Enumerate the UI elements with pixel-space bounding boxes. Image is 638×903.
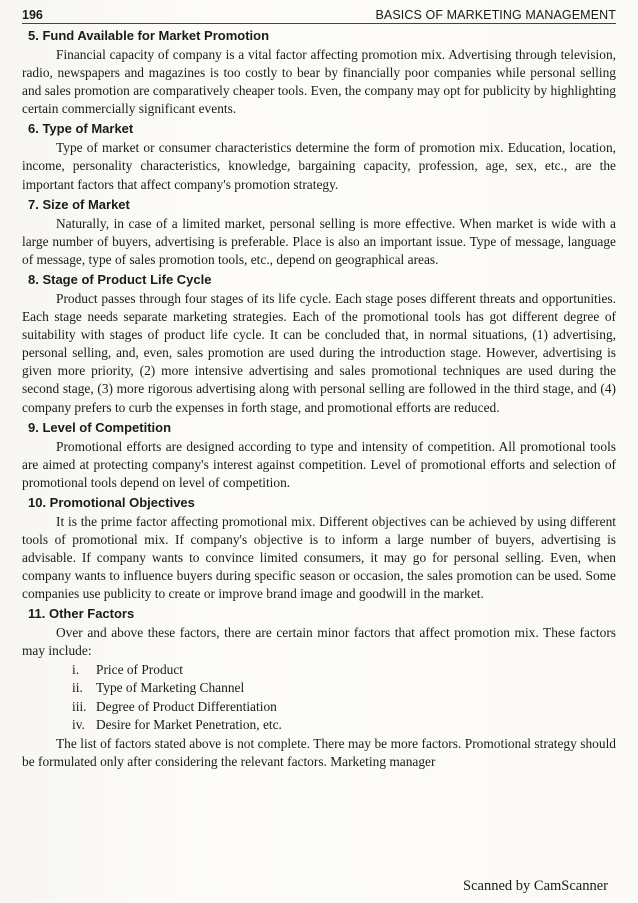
section-heading: 11. Other Factors (28, 606, 135, 622)
section-product-life-cycle (22, 272, 616, 417)
section-heading: 9. Level of Competition (28, 419, 172, 435)
section-size-of-market (22, 197, 616, 269)
section-level-of-competition (22, 420, 616, 492)
section-body: Financial capacity of company is a vital factor affecting promotion mix. Advertising through television, radio, newspapers and magazines is too costly to bear by financially poor companies while personal selling and sales promotion are comparatively cheaper tools. Even, the company may opt for publicity by highlighting certain commercially significant events. (22, 47, 616, 117)
section-heading: 7. Size of Market (28, 196, 130, 212)
section-body: Naturally, in case of a limited market, personal selling is more effective. When market is wide with a large number of buyers, advertising is preferable. Place is also an important issue. Type of message, language of message, type of sales promotion tools, etc., depend on geographical areas. (22, 215, 616, 267)
list-item-numeral: i. (72, 661, 80, 677)
list-item-numeral: iii. (72, 698, 87, 714)
section-heading: 5. Fund Available for Market Promotion (28, 28, 270, 43)
section-type-of-market (22, 121, 616, 193)
section-other-factors (22, 606, 616, 771)
list-item-text: Degree of Product Differentiation (96, 698, 277, 714)
list-item-text: Price of Product (96, 661, 184, 677)
list-item-text: Desire for Market Penetration, etc. (96, 717, 282, 733)
page-header (22, 8, 616, 24)
section-heading: 10. Promotional Objectives (28, 494, 195, 510)
list-item (72, 679, 616, 698)
page-number: 196 (22, 8, 43, 22)
section-closing: The list of factors stated above is not complete. There may be more factors. Promotional strategy should be formulated only after considering the relevant factors. Marketing manager (22, 735, 616, 769)
section-body: Type of market or consumer characteristics determine the form of promotion mix. Education, location, income, personality characteristics, knowledge, bargaining capacity, profession, age, sex, etc., are the important factors that affect company's promotion strategy. (22, 140, 616, 192)
section-body: Promotional efforts are designed according to type and intensity of competition. All promotional tools are aimed at protecting company's interest against competition. Level of promotional efforts and selection of promotional tools depend on level of competition. (22, 438, 616, 490)
list-item (72, 698, 616, 717)
list-item (72, 661, 616, 680)
section-body: Product passes through four stages of its life cycle. Each stage poses different threats and opportunities. Each stage needs separate marketing strategies. Each of the promotional tools has got different degree of suitability with stages of product life cycle. It can be concluded that, in normal situations, (1) advertising, personal selling, and, even, sales promotion are used during the introduction stage. However, advertising is given more priority, (2) more intensive advertising and sales promotional techniques are used during the second stage, (3) more rigorous advertising along with personal selling are followed in the third stage, and (4) company prefers to curb the expenses in forth stage, and promotional efforts are reduced. (22, 290, 616, 415)
list-item-numeral: ii. (72, 680, 83, 696)
list-item-text: Type of Marketing Channel (96, 680, 245, 696)
running-head: BASICS OF MARKETING MANAGEMENT (375, 8, 616, 22)
section-heading: 8. Stage of Product Life Cycle (28, 271, 212, 287)
factor-list (22, 661, 616, 735)
section-intro: Over and above these factors, there are certain minor factors that affect promotion mix. These factors may include: (22, 625, 616, 659)
section-heading: 6. Type of Market (28, 121, 134, 137)
section-fund-available (22, 28, 616, 118)
list-item (72, 716, 616, 735)
section-promotional-objectives (22, 495, 616, 603)
list-item-numeral: iv. (72, 717, 85, 733)
section-body: It is the prime factor affecting promotional mix. Different objectives can be achieved by using different tools of promotional mix. If company's objective is to inform a large number of buyers, advertising is advisable. If company wants to convince limited consumers, it may go for personal selling. Even, when company wants to influence buyers during specific season or occasion, the sales promotion can be used. Some companies use publicity to create or improve brand image and goodwill in the market. (22, 513, 616, 602)
scanner-watermark: Scanned by CamScanner (463, 878, 608, 894)
